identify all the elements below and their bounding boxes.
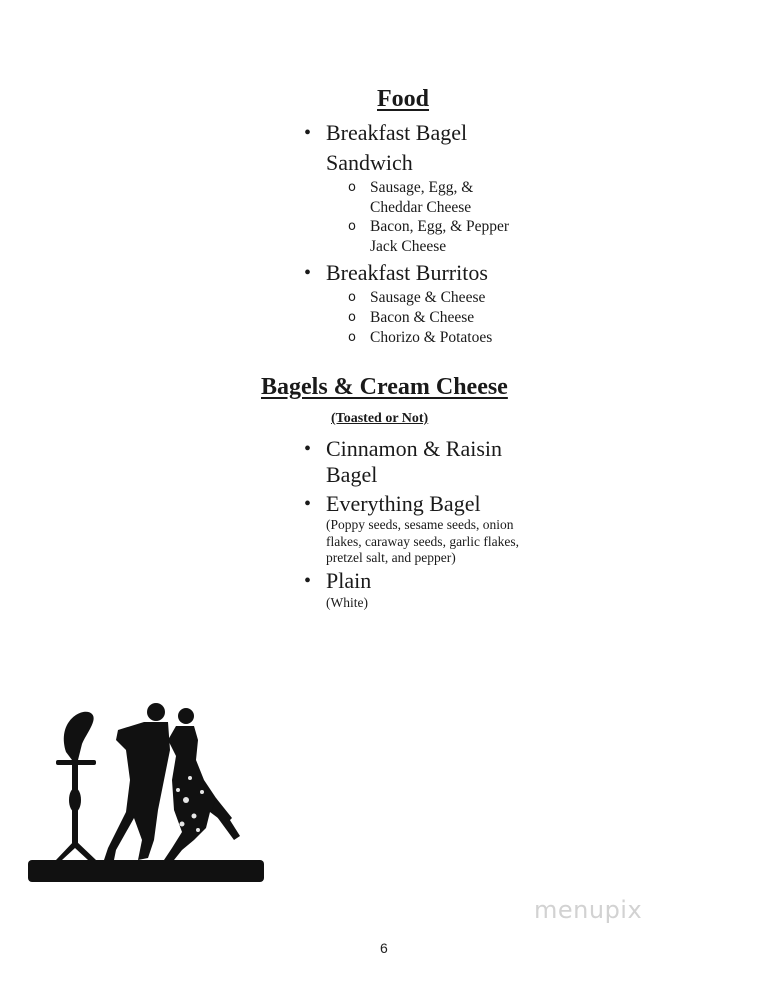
dress-pattern-dot: [183, 797, 189, 803]
plain-bagel-description: [326, 595, 368, 612]
description-line: flakes, caraway seeds, garlic flakes,: [326, 533, 520, 549]
bagels-note: (Toasted or Not): [331, 411, 429, 426]
circle-bullet-icon: o: [348, 219, 356, 234]
item-label: Plain: [326, 568, 372, 593]
menupix-watermark: menupix: [534, 896, 643, 924]
woman-head-shape: [178, 708, 194, 724]
sub-item-line: Sausage, Egg, &: [370, 179, 474, 196]
item-label-line: Sandwich: [326, 150, 413, 175]
dress-pattern-dot: [200, 790, 204, 794]
item-label: [326, 436, 502, 488]
sub-item-label: Bacon & Cheese: [370, 309, 475, 326]
sub-item-label: [370, 178, 473, 218]
bullet-icon: •: [304, 570, 312, 592]
item-label-line: Breakfast Bagel: [326, 120, 468, 145]
dress-pattern-dot: [192, 814, 197, 819]
circle-bullet-icon: o: [348, 290, 356, 305]
description-line: pretzel salt, and pepper): [326, 550, 456, 565]
sub-item-line: Cheddar Cheese: [370, 199, 472, 216]
dress-pattern-dot: [188, 776, 192, 780]
gramophone-stand-knob: [69, 788, 81, 812]
sub-item-label: Sausage & Cheese: [370, 289, 486, 306]
circle-bullet-icon: o: [348, 180, 356, 195]
circle-bullet-icon: o: [348, 330, 356, 345]
item-label: Everything Bagel: [326, 491, 481, 516]
dancing-couple-gramophone-silhouette-icon: [26, 700, 266, 886]
man-head-shape: [147, 703, 165, 721]
gramophone-horn-shape: [64, 712, 94, 760]
description-line: (White): [326, 595, 368, 610]
woman-leg-shape: [212, 798, 240, 840]
description-line: (Poppy seeds, sesame seeds, onion: [326, 517, 514, 532]
man-body-shape: [104, 722, 170, 860]
item-label: Breakfast Burritos: [326, 260, 488, 285]
sub-item-label: Chorizo & Potatoes: [370, 329, 493, 346]
bullet-icon: •: [304, 493, 312, 515]
circle-bullet-icon: o: [348, 310, 356, 325]
item-label: [326, 118, 467, 178]
everything-bagel-description: [326, 517, 519, 567]
plinth-shape: [28, 860, 264, 882]
gramophone-table-shape: [56, 760, 96, 765]
item-label-line: Bagel: [326, 462, 378, 487]
food-heading: Food: [377, 86, 430, 112]
dress-pattern-dot: [196, 828, 200, 832]
item-label-line: Cinnamon & Raisin: [326, 436, 502, 461]
bagels-heading: Bagels & Cream Cheese: [261, 374, 508, 400]
dress-pattern-dot: [176, 788, 180, 792]
woman-dress-shape: [164, 726, 232, 860]
bullet-icon: •: [304, 262, 312, 284]
gramophone-legs-shape: [56, 840, 96, 860]
dress-pattern-dot: [180, 822, 185, 827]
page-number: 6: [380, 940, 388, 956]
bullet-icon: •: [304, 122, 312, 144]
bullet-icon: •: [304, 438, 312, 460]
sub-item-line: Jack Cheese: [370, 238, 447, 255]
sub-item-label: [370, 217, 509, 257]
sub-item-line: Bacon, Egg, & Pepper: [370, 218, 510, 235]
